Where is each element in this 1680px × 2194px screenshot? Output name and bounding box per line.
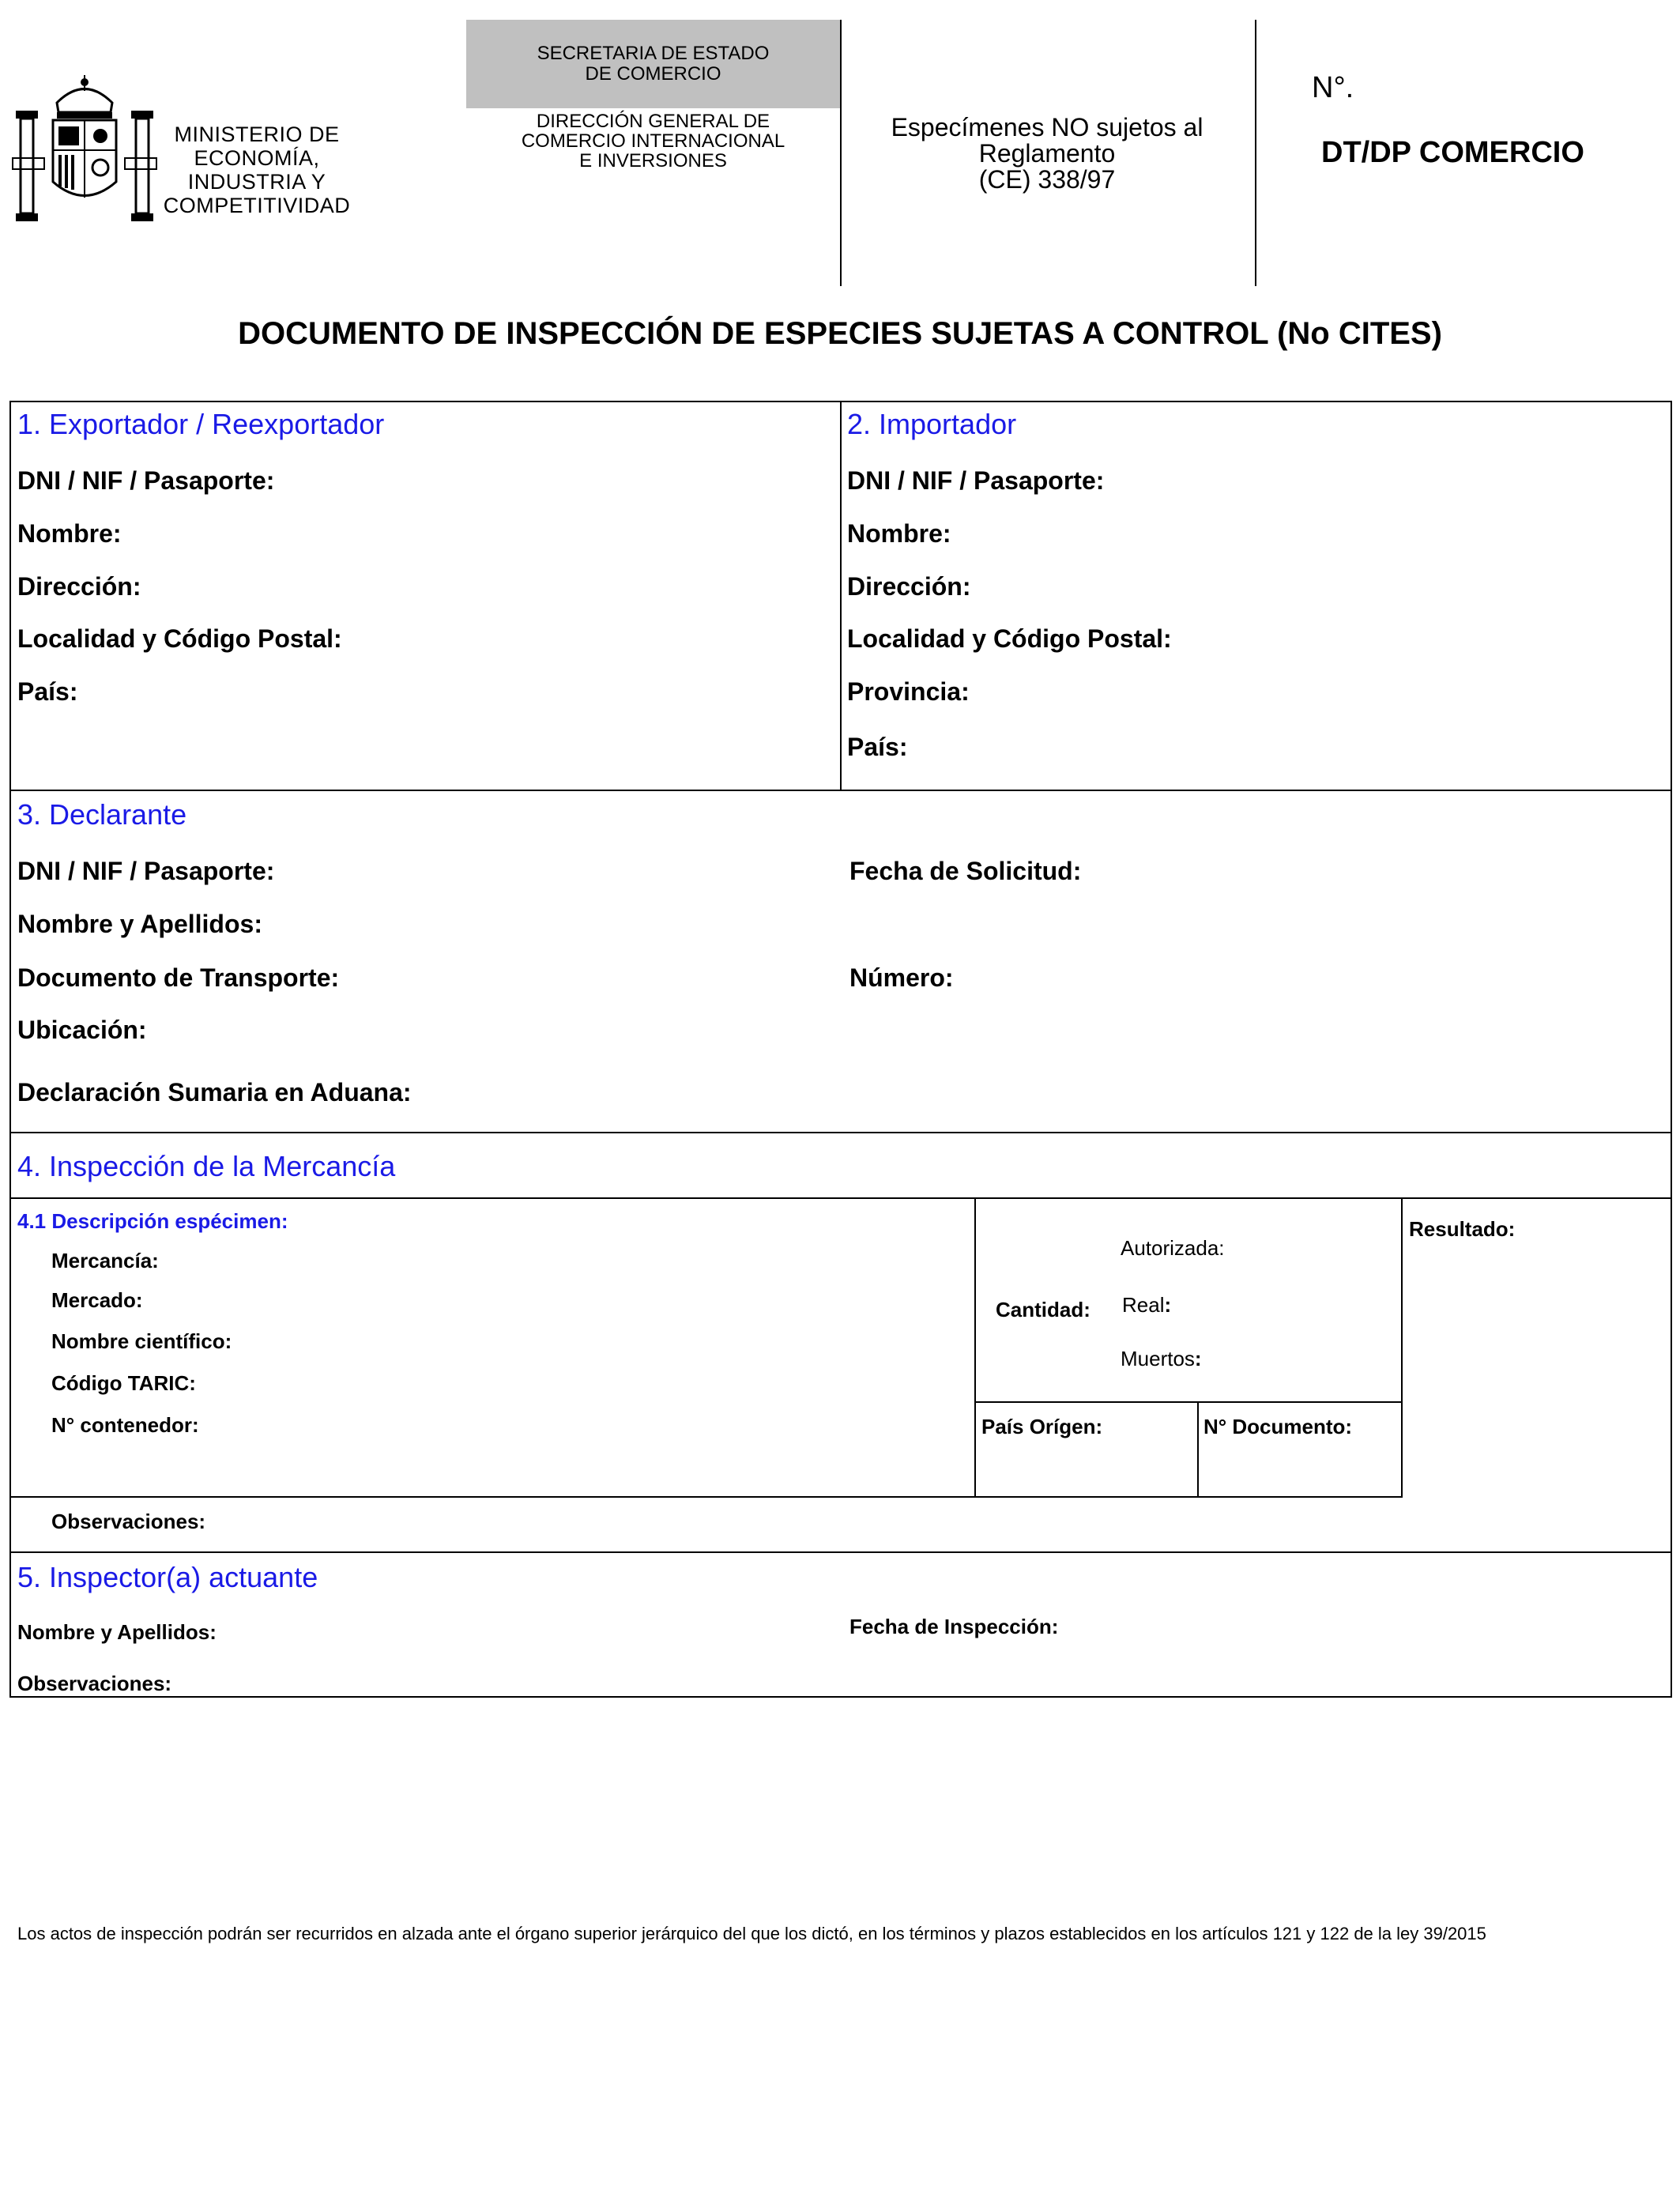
- real-text: Real: [1122, 1293, 1165, 1317]
- section2-title: 2. Importador: [847, 408, 1017, 440]
- muertos-colon: :: [1194, 1347, 1202, 1370]
- observaciones-label: Observaciones:: [51, 1510, 206, 1533]
- direccion-line: COMERCIO INTERNACIONAL: [521, 130, 785, 152]
- section5-title: 5. Inspector(a) actuante: [17, 1561, 318, 1593]
- declarante-nombre: Nombre y Apellidos:: [17, 910, 262, 938]
- ministry-name: [162, 123, 352, 217]
- cantidad-divider: [974, 1197, 976, 1498]
- section-divider: [9, 1551, 1672, 1553]
- cantidad-divider: [1401, 1197, 1403, 1498]
- descripcion-bottom-line: [9, 1496, 1403, 1498]
- n-documento-label: N° Documento:: [1203, 1415, 1353, 1438]
- section2-field: Dirección:: [847, 572, 971, 601]
- descripcion-field: Mercado:: [51, 1288, 143, 1312]
- resultado-label: Resultado:: [1409, 1217, 1516, 1241]
- numero-transporte: Número:: [849, 963, 954, 992]
- cantidad-bottom-line: [974, 1401, 1403, 1403]
- descripcion-field: N° contenedor:: [51, 1413, 199, 1437]
- fecha-inspeccion: Fecha de Inspección:: [849, 1615, 1059, 1638]
- ministry-line: MINISTERIO DE: [174, 123, 340, 146]
- section1-field: País:: [17, 677, 78, 706]
- especimenes-line: (CE) 338/97: [978, 165, 1116, 194]
- descripcion-field: Nombre científico:: [51, 1329, 232, 1353]
- especimenes-line: Reglamento: [978, 139, 1116, 168]
- document-title: DOCUMENTO DE INSPECCIÓN DE ESPECIES SUJETAS A CONTROL (No CITES): [238, 316, 1442, 351]
- direccion-line: DIRECCIÓN GENERAL DE: [536, 111, 770, 132]
- header-divider: [840, 20, 842, 286]
- section1-field: Dirección:: [17, 572, 141, 601]
- direccion-line: E INVERSIONES: [579, 150, 727, 172]
- section1-field: DNI / NIF / Pasaporte:: [17, 466, 275, 495]
- dtdp-label: DT/DP COMERCIO: [1321, 136, 1584, 169]
- section2-field: País:: [847, 733, 908, 761]
- descripcion-subtitle: 4.1 Descripción espécimen:: [17, 1209, 288, 1233]
- coat-of-arms-icon: [9, 71, 160, 229]
- section1-field: Localidad y Código Postal:: [17, 624, 342, 653]
- declaracion-sumaria: Declaración Sumaria en Aduana:: [17, 1078, 412, 1106]
- section2-field: Provincia:: [847, 677, 970, 706]
- section-divider: [840, 401, 842, 791]
- descripcion-field: Código TARIC:: [51, 1371, 196, 1395]
- section1-field: Nombre:: [17, 519, 122, 548]
- section2-field: DNI / NIF / Pasaporte:: [847, 466, 1105, 495]
- ministry-line: INDUSTRIA Y: [187, 170, 326, 194]
- real-colon: :: [1164, 1293, 1172, 1317]
- ubicacion: Ubicación:: [17, 1016, 147, 1044]
- autorizada-label: Autorizada:: [1121, 1236, 1225, 1260]
- section2-field: Localidad y Código Postal:: [847, 624, 1172, 653]
- coat-of-arms-logo: [9, 71, 160, 229]
- section2-field: Nombre:: [847, 519, 951, 548]
- ministry-line: COMPETITIVIDAD: [163, 194, 351, 217]
- fecha-solicitud: Fecha de Solicitud:: [849, 857, 1082, 885]
- secretaria-line: DE COMERCIO: [585, 63, 721, 85]
- section4-title: 4. Inspección de la Mercancía: [17, 1150, 396, 1182]
- section-divider: [9, 1197, 1672, 1199]
- pais-divider: [1197, 1401, 1199, 1498]
- secretaria-line: SECRETARIA DE ESTADO: [537, 43, 770, 64]
- header-divider: [1255, 20, 1256, 286]
- secretaria-band: [466, 20, 840, 108]
- direccion-general: [466, 111, 840, 171]
- numero-label: N°.: [1312, 71, 1354, 104]
- section3-title: 3. Declarante: [17, 798, 187, 831]
- inspector-nombre: Nombre y Apellidos:: [17, 1620, 217, 1644]
- cantidad-label: Cantidad:: [996, 1298, 1090, 1321]
- section-divider: [9, 790, 1672, 791]
- section1-title: 1. Exportador / Reexportador: [17, 408, 385, 440]
- inspector-observaciones: Observaciones:: [17, 1672, 172, 1695]
- declarante-dni: DNI / NIF / Pasaporte:: [17, 857, 275, 885]
- real-label: [1122, 1293, 1171, 1318]
- section-divider: [9, 1132, 1672, 1133]
- muertos-text: Muertos: [1121, 1347, 1195, 1370]
- especimenes-note: [853, 115, 1241, 193]
- footer-note: Los actos de inspección podrán ser recurridos en alzada ante el órgano superior jerárquico del que los dictó, en los términos y plazos establecidos en los artículos 121 y 122 de la ley 39/2015: [17, 1924, 1486, 1943]
- especimenes-line: Especímenes NO sujetos al: [891, 113, 1203, 141]
- documento-transporte: Documento de Transporte:: [17, 963, 340, 992]
- pais-origen-label: País Orígen:: [981, 1415, 1103, 1438]
- descripcion-field: Mercancía:: [51, 1249, 159, 1272]
- ministry-line: ECONOMÍA,: [194, 146, 320, 170]
- muertos-label: [1121, 1347, 1202, 1371]
